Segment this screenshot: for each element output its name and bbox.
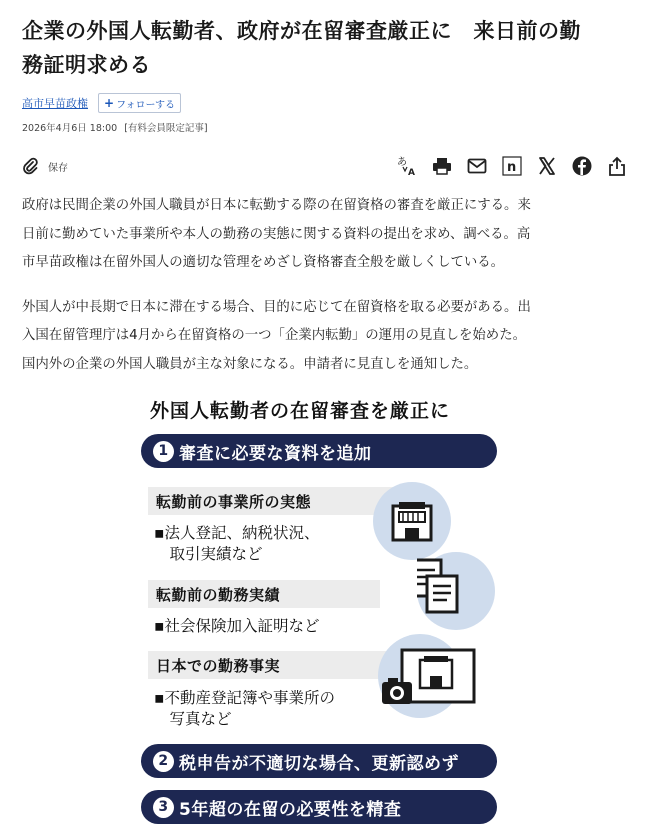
svg-text:n: n [507, 160, 517, 175]
follow-label: フォローする [116, 99, 176, 111]
publish-date: 2026年4月6日 18:00 [22, 123, 118, 134]
save-label: 保存 [48, 162, 68, 174]
infographic-title: 外国人転勤者の在留審査を厳正に [150, 400, 451, 422]
article [22, 0, 628, 380]
share-icons [396, 155, 628, 177]
toolbar [22, 154, 628, 178]
text-line: 入国在留管理庁は4月から在留資格の一つ「企業内転勤」の運用の見直しを始めた。 [22, 328, 526, 344]
text-line: 日前に勤めていた事業所や本人の勤務の実態に関する資料の提出を求め、調べる。高 [22, 226, 531, 242]
item-line: ▪法人登記、納税状況、 [154, 524, 320, 542]
section-heading: 転勤前の事業所の実態 [148, 487, 398, 515]
text-line: 国内外の企業の外国人職員が主な対象になる。申請者に見直しを通知した。 [22, 356, 478, 372]
svg-text:あ: あ [397, 157, 407, 168]
number-badge: 2 [153, 751, 174, 772]
building-icon [373, 482, 451, 560]
section-items [154, 616, 320, 637]
note-icon[interactable] [501, 155, 523, 177]
item-line: 取引実績など [154, 545, 263, 563]
x-icon[interactable] [536, 155, 558, 177]
infographic [138, 394, 510, 839]
print-icon[interactable] [431, 155, 453, 177]
paperclip-icon [22, 157, 38, 175]
translate-icon[interactable] [396, 155, 418, 177]
point-3 [141, 790, 497, 824]
point-text: 5年超の在留の必要性を精査 [179, 799, 402, 820]
point-text: 審査に必要な資料を追加 [179, 443, 372, 464]
follow-button[interactable] [98, 93, 181, 113]
section-items [154, 688, 335, 730]
article-title [22, 14, 628, 82]
paragraph [22, 294, 628, 380]
author-link[interactable]: 高市早苗政権 [22, 97, 88, 110]
item-line: ▪社会保険加入証明など [154, 617, 320, 635]
photo-icon [378, 634, 462, 718]
byline [22, 92, 628, 114]
point-2 [141, 744, 497, 778]
number-badge: 1 [153, 441, 174, 462]
text-line: 政府は民間企業の外国人職員が日本に転勤する際の在留資格の審査を厳正にする。来 [22, 198, 531, 213]
text-line: 市早苗政権は在留外国人の適切な管理をめざし資格審査全般を厳しくしている。 [22, 255, 505, 271]
share-icon[interactable] [606, 155, 628, 177]
plus-icon: + [104, 96, 115, 110]
paragraph [22, 192, 628, 278]
facebook-icon[interactable] [571, 155, 593, 177]
section-items [154, 523, 320, 565]
point-text: 税申告が不適切な場合、更新認めず [179, 753, 459, 774]
svg-text:A: A [408, 168, 415, 177]
title-line: 企業の外国人転勤者、政府が在留審査厳正に 来日前の勤 [22, 19, 581, 43]
save-button[interactable] [22, 157, 68, 175]
title-line: 務証明求める [22, 53, 151, 77]
mail-icon[interactable] [466, 155, 488, 177]
text-line: 外国人が中長期で日本に滞在する場合、目的に応じて在留資格を取る必要がある。出 [22, 299, 531, 315]
item-line: ▪不動産登記簿や事業所の [154, 689, 336, 707]
number-badge: 3 [153, 797, 174, 818]
section-heading: 日本での勤務事実 [148, 651, 398, 679]
documents-icon [417, 552, 495, 630]
item-line: 写真など [154, 710, 232, 728]
section-heading: 転勤前の勤務実績 [148, 580, 380, 608]
date-row [22, 120, 628, 134]
point-1 [141, 434, 497, 468]
paid-badge: [有料会員限定記事] [124, 123, 208, 134]
